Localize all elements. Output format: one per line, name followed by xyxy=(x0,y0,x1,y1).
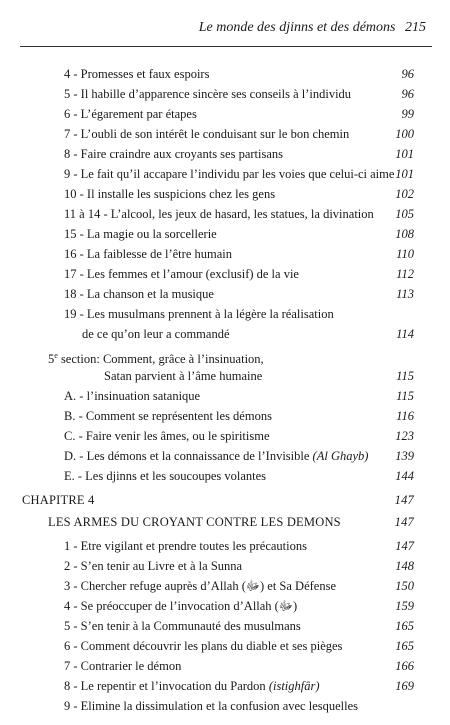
toc-entry-italic: (istighfâr) xyxy=(268,679,320,693)
toc-row xyxy=(0,386,450,406)
section-number: 5 xyxy=(48,352,55,366)
toc-entry-text: 2 - S’en tenir au Livre et à la Sunna xyxy=(64,559,243,573)
toc-entry-text: 5 - Il habille d’apparence sincère ses conseils à l’individu xyxy=(64,87,352,101)
toc-row xyxy=(0,284,450,304)
toc-entry-text: 9 - Elimine la dissimulation et la confusion avec lesquelles xyxy=(64,699,359,713)
section-heading-text: section: Comment, grâce à l’insinuation, xyxy=(57,352,264,366)
toc-entry-text: 15 - La magie ou la sorcellerie xyxy=(64,227,217,241)
toc-row xyxy=(0,556,450,576)
toc-row xyxy=(0,616,450,636)
toc-row xyxy=(0,406,450,426)
toc-entry-text: 11 à 14 - L’alcool, les jeux de hasard, les statues, la divination xyxy=(64,207,374,221)
toc-entry-page: 169 xyxy=(395,679,414,693)
toc-entry-page: 108 xyxy=(395,227,414,241)
toc-row xyxy=(0,244,450,264)
page-number: 215 xyxy=(405,20,426,35)
chapter-title: LES ARMES DU CROYANT CONTRE LES DEMONS xyxy=(48,515,341,529)
toc-row xyxy=(0,144,450,164)
toc-entry-text: 17 - Les femmes et l’amour (exclusif) de la vie xyxy=(64,267,299,281)
toc-row xyxy=(0,204,450,224)
toc-entry-page: 139 xyxy=(395,449,414,463)
toc-entry-page: 148 xyxy=(395,559,414,573)
toc-entry-text: 6 - Comment découvrir les plans du diable et ses pièges xyxy=(64,639,343,653)
toc-entry-page: 101 xyxy=(395,147,414,161)
toc-entry-page: 115 xyxy=(396,389,414,403)
toc-entry-page: 165 xyxy=(395,639,414,653)
toc-row xyxy=(0,636,450,656)
toc-entry-page: 116 xyxy=(396,409,414,423)
chapter-label: CHAPITRE 4 xyxy=(22,493,95,507)
toc-entry-text: 10 - Il installe les suspicions chez les gens xyxy=(64,187,276,201)
toc-entry-page: 96 xyxy=(401,67,414,81)
toc-entry-main: D. - Les démons et la connaissance de l’Invisible xyxy=(64,449,310,463)
chapter-page: 147 xyxy=(394,493,414,507)
toc-entry-page: 115 xyxy=(396,369,414,383)
toc-entry-text: 7 - L’oubli de son intérêt le conduisant sur le bon chemin xyxy=(64,127,350,141)
toc-entry-page: 114 xyxy=(396,327,414,341)
toc-row xyxy=(0,536,450,556)
running-head-title: Le monde des djinns et des démons xyxy=(198,20,396,35)
toc-entry-page: 101 xyxy=(395,167,414,181)
toc-entry-page: 150 xyxy=(395,579,414,593)
toc-row xyxy=(0,104,450,124)
toc-row xyxy=(0,466,450,486)
toc-row xyxy=(0,576,450,596)
chapter-heading xyxy=(0,490,450,510)
toc-row xyxy=(0,676,450,696)
toc-entry-text: 8 - Faire craindre aux croyants ses partisans xyxy=(64,147,284,161)
toc-entry-page: 113 xyxy=(396,287,414,301)
toc-entry-page: 102 xyxy=(395,187,414,201)
toc-entry-page: 99 xyxy=(401,107,414,121)
toc-row xyxy=(0,184,450,204)
toc-section-heading xyxy=(0,366,450,386)
toc-row xyxy=(0,224,450,244)
toc-entry-text: 16 - La faiblesse de l’être humain xyxy=(64,247,232,261)
toc-entry-text: A. - l’insinuation satanique xyxy=(64,389,201,403)
toc-row xyxy=(0,696,450,716)
toc-entry-page: 110 xyxy=(396,247,414,261)
toc-row xyxy=(0,84,450,104)
toc-entry-page: 144 xyxy=(395,469,414,483)
toc-entry-text: 9 - Le fait qu’il accapare l’individu par les voies que celui-ci aime xyxy=(64,167,395,181)
toc-entry-text: 4 - Promesses et faux espoirs xyxy=(64,67,210,81)
toc-section-heading xyxy=(0,346,450,366)
toc-entry-main: 8 - Le repentir et l’invocation du Pardon xyxy=(64,679,266,693)
toc-entry-text: 4 - Se préoccuper de l’invocation d’Allah (ﷻ) xyxy=(64,599,298,613)
toc-entry-text: 5 - S’en tenir à la Communauté des musulmans xyxy=(64,619,301,633)
toc-entry-text: C. - Faire venir les âmes, ou le spiritisme xyxy=(64,429,270,443)
toc-entry-page: 165 xyxy=(395,619,414,633)
toc-entry-page: 123 xyxy=(395,429,414,443)
toc-row xyxy=(0,124,450,144)
chapter-title-row xyxy=(0,512,450,532)
toc-row xyxy=(0,656,450,676)
toc-entry-page: 100 xyxy=(395,127,414,141)
toc-row xyxy=(0,304,450,324)
toc-entry-text: 18 - La chanson et la musique xyxy=(64,287,214,301)
chapter-title-page: 147 xyxy=(394,515,414,529)
toc-row xyxy=(0,324,450,344)
section-ordinal: e xyxy=(54,351,58,360)
running-head xyxy=(199,20,426,36)
toc-entry-text: 7 - Contrarier le démon xyxy=(64,659,182,673)
toc-entry-page: 112 xyxy=(396,267,414,281)
toc-row xyxy=(0,596,450,616)
toc-entry-text: 19 - Les musulmans prennent à la légère la réalisation xyxy=(64,307,334,321)
toc-entry-text: de ce qu’on leur a commandé xyxy=(82,327,230,341)
toc-entry-text: E. - Les djinns et les soucoupes volantes xyxy=(64,469,267,483)
toc-entry-page: 159 xyxy=(395,599,414,613)
toc-entry-italic: (Al Ghayb) xyxy=(312,449,369,463)
section-heading-line2: Satan parvient à l’âme humaine xyxy=(104,369,263,383)
toc-entry-text xyxy=(64,676,320,696)
toc-entry-page: 147 xyxy=(395,539,414,553)
toc-entry-page: 105 xyxy=(395,207,414,221)
toc-row xyxy=(0,264,450,284)
toc-entry-text: 6 - L’égarement par étapes xyxy=(64,107,197,121)
toc-row xyxy=(0,164,450,184)
toc-entry-page: 96 xyxy=(401,87,414,101)
toc-entry-text xyxy=(64,446,368,466)
header-rule xyxy=(20,46,432,47)
toc-row xyxy=(0,426,450,446)
toc-row xyxy=(0,64,450,84)
toc-entry-page: 166 xyxy=(395,659,414,673)
toc-row xyxy=(0,446,450,466)
toc-entry-text: 3 - Chercher refuge auprès d’Allah (ﷻ) et Sa Défense xyxy=(64,579,337,593)
toc-entry-text: B. - Comment se représentent les démons xyxy=(64,409,272,423)
toc-entry-text: 1 - Etre vigilant et prendre toutes les précautions xyxy=(64,539,307,553)
